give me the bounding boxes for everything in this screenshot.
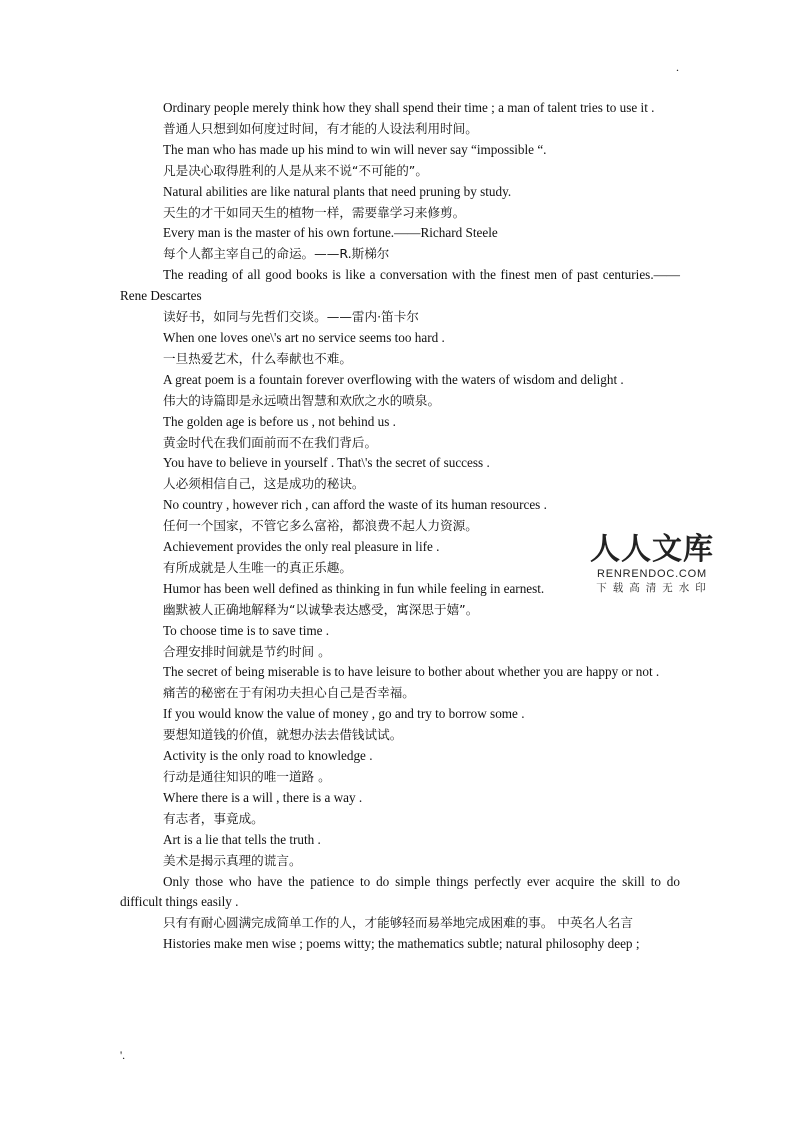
quote-line-en: To choose time is to save time . [163, 622, 330, 638]
quote-line-en: A great poem is a fountain forever overflowing with the waters of wisdom and delight . [163, 371, 624, 387]
quote-line-zh: 任何一个国家，不管它多么富裕，都浪费不起人力资源。 [163, 518, 478, 534]
quote-line-zh: 有志者，事竟成。 [163, 810, 264, 826]
quote-line-en: The golden age is before us , not behind us . [163, 413, 396, 429]
quote-line-zh: 要想知道钱的价值，就想办法去借钱试试。 [163, 727, 403, 743]
header-mark: . [676, 60, 679, 74]
watermark-subtitle: 下载高清无水印 [596, 582, 712, 594]
quote-line-en: Art is a lie that tells the truth . [163, 831, 321, 847]
quote-line-zh: 读好书，如同与先哲们交谈。——雷内·笛卡尔 [163, 309, 419, 325]
quote-line-zh: 行动是通往知识的唯一道路 。 [163, 769, 331, 784]
watermark-domain: RENRENDOC.COM [596, 568, 707, 580]
quote-line-zh: 痛苦的秘密在于有闲功夫担心自己是否幸福。 [163, 685, 415, 701]
quote-line-en: Only those who have the patience to do simple things perfectly ever acquire the skill to do difficult things easily . [120, 873, 680, 910]
quote-line-zh: 普通人只想到如何度过时间，有才能的人设法利用时间。 [163, 120, 478, 136]
quote-line-en: When one loves one\'s art no service seems too hard . [163, 329, 445, 345]
quote-line-en: Every man is the master of his own fortune.——Richard Steele [163, 225, 498, 241]
quote-line-en: No country , however rich , can afford the waste of its human resources . [163, 497, 547, 513]
quote-line-zh: 每个人都主宰自己的命运。——R.斯梯尔 [163, 246, 390, 262]
quote-line-en: Ordinary people merely think how they shall spend their time ; a man of talent tries to use it . [163, 100, 655, 115]
quote-line-en: Where there is a will , there is a way . [163, 789, 363, 805]
watermark-logo [587, 533, 717, 595]
quote-line-en: You have to believe in yourself . That\'s the secret of success . [163, 455, 490, 471]
quote-line-en: If you would know the value of money , go and try to borrow some . [163, 706, 525, 722]
quote-line-en: Achievement provides the only real pleasure in life . [163, 539, 440, 555]
quote-line-zh: 伟大的诗篇即是永远喷出智慧和欢欣之水的喷泉。 [163, 392, 441, 408]
quote-line-zh: 天生的才干如同天生的植物一样，需要靠学习来修剪。 [163, 204, 466, 220]
quote-list [120, 98, 680, 955]
quote-line-en: Activity is the only road to knowledge . [163, 748, 373, 764]
quote-line-zh: 凡是决心取得胜利的人是从来不说“不可能的”。 [163, 162, 428, 178]
footer-mark: '. [120, 1048, 126, 1062]
quote-line-en: Humor has been well defined as thinking in fun while feeling in earnest. [163, 580, 545, 596]
watermark-title: 人人文库 [590, 532, 714, 567]
quote-line-zh: 黄金时代在我们面前而不在我们背后。 [163, 434, 378, 450]
quote-line-en: The secret of being miserable is to have leisure to bother about whether you are happy or not . [163, 664, 660, 680]
quote-line-zh: 合理安排时间就是节约时间 。 [163, 643, 331, 659]
quote-line-en: The reading of all good books is like a conversation with the finest men of past centuries.——Rene Descartes [120, 267, 680, 304]
quote-line-en: Natural abilities are like natural plants that need pruning by study. [163, 183, 512, 199]
quote-line-zh: 只有有耐心圆满完成简单工作的人，才能够轻而易举地完成困难的事。 中英名人名言 [163, 915, 633, 931]
quote-line-zh: 美术是揭示真理的谎言。 [163, 852, 302, 868]
quote-line-en: Histories make men wise ; poems witty; the mathematics subtle; natural philosophy deep ; [163, 936, 640, 952]
quote-line-zh: 一旦热爱艺术，什么奉献也不难。 [163, 350, 352, 366]
quote-line-zh: 有所成就是人生唯一的真正乐趣。 [163, 559, 352, 575]
quote-line-zh: 幽默被人正确地解释为“以诚挚表达感受，寓深思于嬉”。 [163, 601, 479, 617]
quote-line-zh: 人必须相信自己，这是成功的秘诀。 [163, 476, 365, 492]
quote-line-en: The man who has made up his mind to win will never say “impossible “. [163, 141, 547, 157]
